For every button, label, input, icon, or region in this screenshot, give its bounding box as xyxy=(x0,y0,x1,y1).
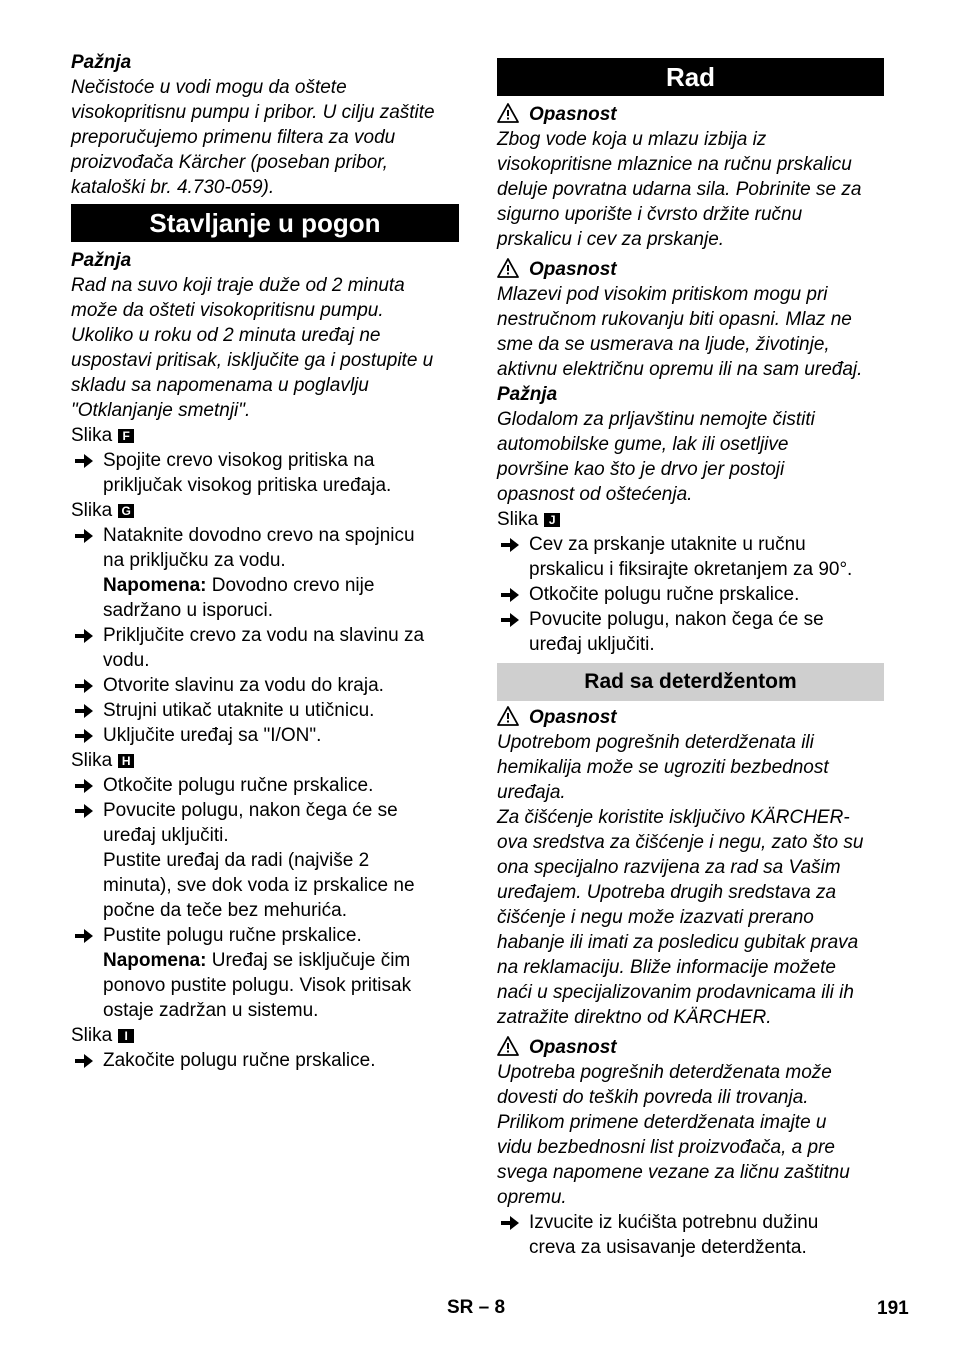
arrow-right-icon xyxy=(501,607,521,632)
subsection-title-detergent: Rad sa deterdžentom xyxy=(497,663,884,701)
danger-text-line: Zbog vode koja u mlazu izbija iz xyxy=(497,129,767,150)
note-label: Napomena: xyxy=(103,950,207,971)
caution-text-line: proizvođača Kärcher (poseban pribor, xyxy=(71,152,388,173)
instruction-step: Pustite polugu ručne prskalice. Napomena: Uređaj se isključuje čim ponovo pustite polugu. Visok pritisak ostaje zadržan u sistemu. xyxy=(71,923,459,1023)
figure-letter-i: I xyxy=(118,1029,134,1043)
danger-text-line: habanje ili imati za posledicu gubitak prava xyxy=(497,932,859,953)
danger-text-line: uređajem. Upotreba drugih sredstava za xyxy=(497,882,837,903)
danger-heading: Opasnost xyxy=(497,705,884,730)
danger-text-line: Upotrebom pogrešnih deterdženata ili xyxy=(497,732,814,753)
caution-text-line: "Otklanjanje smetnji". xyxy=(71,400,251,421)
danger-text-line: aktivnu električnu opremu ili na sam uređaj. xyxy=(497,359,863,380)
caution-text-line: opasnost od oštećenja. xyxy=(497,484,693,505)
figure-letter-g: G xyxy=(118,504,134,518)
note-label: Napomena: xyxy=(103,575,207,596)
arrow-right-icon xyxy=(75,773,95,798)
danger-text-line: sme da se usmerava na ljude, životinje, xyxy=(497,334,830,355)
danger-heading: Opasnost xyxy=(497,257,884,282)
caution-text-line: kataloški br. 4.730-059). xyxy=(71,177,275,198)
instruction-step: Nataknite dovodno crevo na spojnicu na priključku za vodu. Napomena: Dovodno crevo nije sadržano u isporuci. xyxy=(71,523,459,623)
figure-reference: Slika I xyxy=(71,1023,459,1048)
danger-text-line: ona specijalno razvijena za rad sa Vašim xyxy=(497,857,841,878)
danger-text-line: ova sredstva za čišćenje i negu, zato što su xyxy=(497,832,864,853)
arrow-right-icon xyxy=(75,448,95,473)
figure-letter-f: F xyxy=(118,429,134,443)
danger-heading: Opasnost xyxy=(497,102,884,127)
arrow-right-icon xyxy=(75,798,95,823)
section-title-startup: Stavljanje u pogon xyxy=(71,204,459,242)
figure-reference: Slika H xyxy=(71,748,459,773)
instruction-step: Povucite polugu, nakon čega će se uređaj uključiti. xyxy=(497,607,884,657)
danger-text-line: prskalicu i cev za prskanje. xyxy=(497,229,725,250)
danger-text-line: Upotreba pogrešnih deterdženata može xyxy=(497,1062,832,1083)
arrow-right-icon xyxy=(75,623,95,648)
instruction-step: Strujni utikač utaknite u utičnicu. xyxy=(71,698,459,723)
arrow-right-icon xyxy=(75,723,95,748)
figure-letter-j: J xyxy=(544,513,560,527)
danger-text-line: nestručnom rukovanju biti opasni. Mlaz ne xyxy=(497,309,852,330)
arrow-right-icon xyxy=(501,1210,521,1235)
instruction-step: Cev za prskanje utaknite u ručnu prskalicu i fiksirajte okretanjem za 90°. xyxy=(497,532,884,582)
caution-heading: Pažnja xyxy=(497,384,558,405)
instruction-step: Otkočite polugu ručne prskalice. xyxy=(497,582,884,607)
instruction-step: Otvorite slavinu za vodu do kraja. xyxy=(71,673,459,698)
arrow-right-icon xyxy=(75,1048,95,1073)
arrow-right-icon xyxy=(501,582,521,607)
caution-text-line: Glodalom za prljavštinu nemojte čistiti xyxy=(497,409,815,430)
warning-triangle-icon xyxy=(497,706,519,726)
page-number: 191 xyxy=(877,1298,909,1319)
section-title-operation: Rad xyxy=(497,58,884,96)
warning-triangle-icon xyxy=(497,1036,519,1056)
danger-text-line: zatražite direktno od KÄRCHER. xyxy=(497,1007,772,1028)
danger-text-line: vidu bezbednosni list proizvođača, a pre xyxy=(497,1137,835,1158)
danger-text-line: opremu. xyxy=(497,1187,567,1208)
danger-text-line: uređaja. xyxy=(497,782,566,803)
caution-text-line: Ukoliko u roku od 2 minuta uređaj ne xyxy=(71,325,381,346)
danger-text-line: sigurno uporište i čvrsto držite ručnu xyxy=(497,204,803,225)
instruction-step: Uključite uređaj sa "I/ON". xyxy=(71,723,459,748)
instruction-step: Zakočite polugu ručne prskalice. xyxy=(71,1048,459,1073)
figure-reference: Slika G xyxy=(71,498,459,523)
warning-triangle-icon xyxy=(497,258,519,278)
danger-text-line: Prilikom primene deterdženata imajte u xyxy=(497,1112,827,1133)
danger-text-line: Za čišćenje koristite isključivo KÄRCHER- xyxy=(497,807,850,828)
caution-text-line: Nečistoće u vodi mogu da oštete xyxy=(71,77,347,98)
danger-text-line: čišćenje i negu može izazvati prerano xyxy=(497,907,814,928)
instruction-step: Povucite polugu, nakon čega će se uređaj uključiti. Pustite uređaj da radi (najviše 2 minuta), sve dok voda iz prskalice ne počne da teče bez mehurića. xyxy=(71,798,459,923)
danger-text-line: naći u specijalizovanim prodavnicama ili ih xyxy=(497,982,854,1003)
figure-letter-h: H xyxy=(118,754,134,768)
danger-text-line: visokopritisne mlaznice na ručnu prskalicu xyxy=(497,154,852,175)
figure-reference: Slika F xyxy=(71,423,459,448)
caution-text-line: može da ošteti visokopritisnu pumpu. xyxy=(71,300,384,321)
instruction-step: Izvucite iz kućišta potrebnu dužinu creva za usisavanje deterdženta. xyxy=(497,1210,884,1260)
caution-text-line: Rad na suvo koji traje duže od 2 minuta xyxy=(71,275,405,296)
figure-reference: Slika J xyxy=(497,507,884,532)
warning-triangle-icon xyxy=(497,103,519,123)
instruction-step: Spojite crevo visokog pritiska na priključak visokog pritiska uređaja. xyxy=(71,448,459,498)
caution-text-line: visokopritisnu pumpu i pribor. U cilju zaštite xyxy=(71,102,435,123)
danger-text-line: hemikalija može se ugroziti bezbednost xyxy=(497,757,829,778)
danger-text-line: dovesti do teških povreda ili trovanja. xyxy=(497,1087,809,1108)
caution-text-line: uspostavi pritisak, isključite ga i postupite u xyxy=(71,350,434,371)
caution-heading: Pažnja xyxy=(71,250,132,271)
footer-section-label: SR – 8 xyxy=(447,1297,506,1318)
arrow-right-icon xyxy=(501,532,521,557)
danger-text-line: svega napomene vezane za ličnu zaštitnu xyxy=(497,1162,850,1183)
caution-text-line: automobilske gume, lak ili osetljive xyxy=(497,434,789,455)
danger-text-line: na reklamaciju. Bliže informacije možete xyxy=(497,957,836,978)
caution-text-line: skladu sa napomenama u poglavlju xyxy=(71,375,369,396)
right-column xyxy=(497,50,884,1260)
arrow-right-icon xyxy=(75,523,95,548)
arrow-right-icon xyxy=(75,923,95,948)
danger-heading: Opasnost xyxy=(497,1035,884,1060)
arrow-right-icon xyxy=(75,673,95,698)
instruction-step: Otkočite polugu ručne prskalice. xyxy=(71,773,459,798)
left-column xyxy=(71,50,459,1073)
danger-text-line: Mlazevi pod visokim pritiskom mogu pri xyxy=(497,284,828,305)
caution-text-line: preporučujemo primenu filtera za vodu xyxy=(71,127,396,148)
instruction-step: Priključite crevo za vodu na slavinu za vodu. xyxy=(71,623,459,673)
caution-text-line: površine kao što je drvo jer postoji xyxy=(497,459,785,480)
caution-heading: Pažnja xyxy=(71,52,132,73)
arrow-right-icon xyxy=(75,698,95,723)
danger-text-line: deluje povratna udarna sila. Pobrinite se za xyxy=(497,179,862,200)
